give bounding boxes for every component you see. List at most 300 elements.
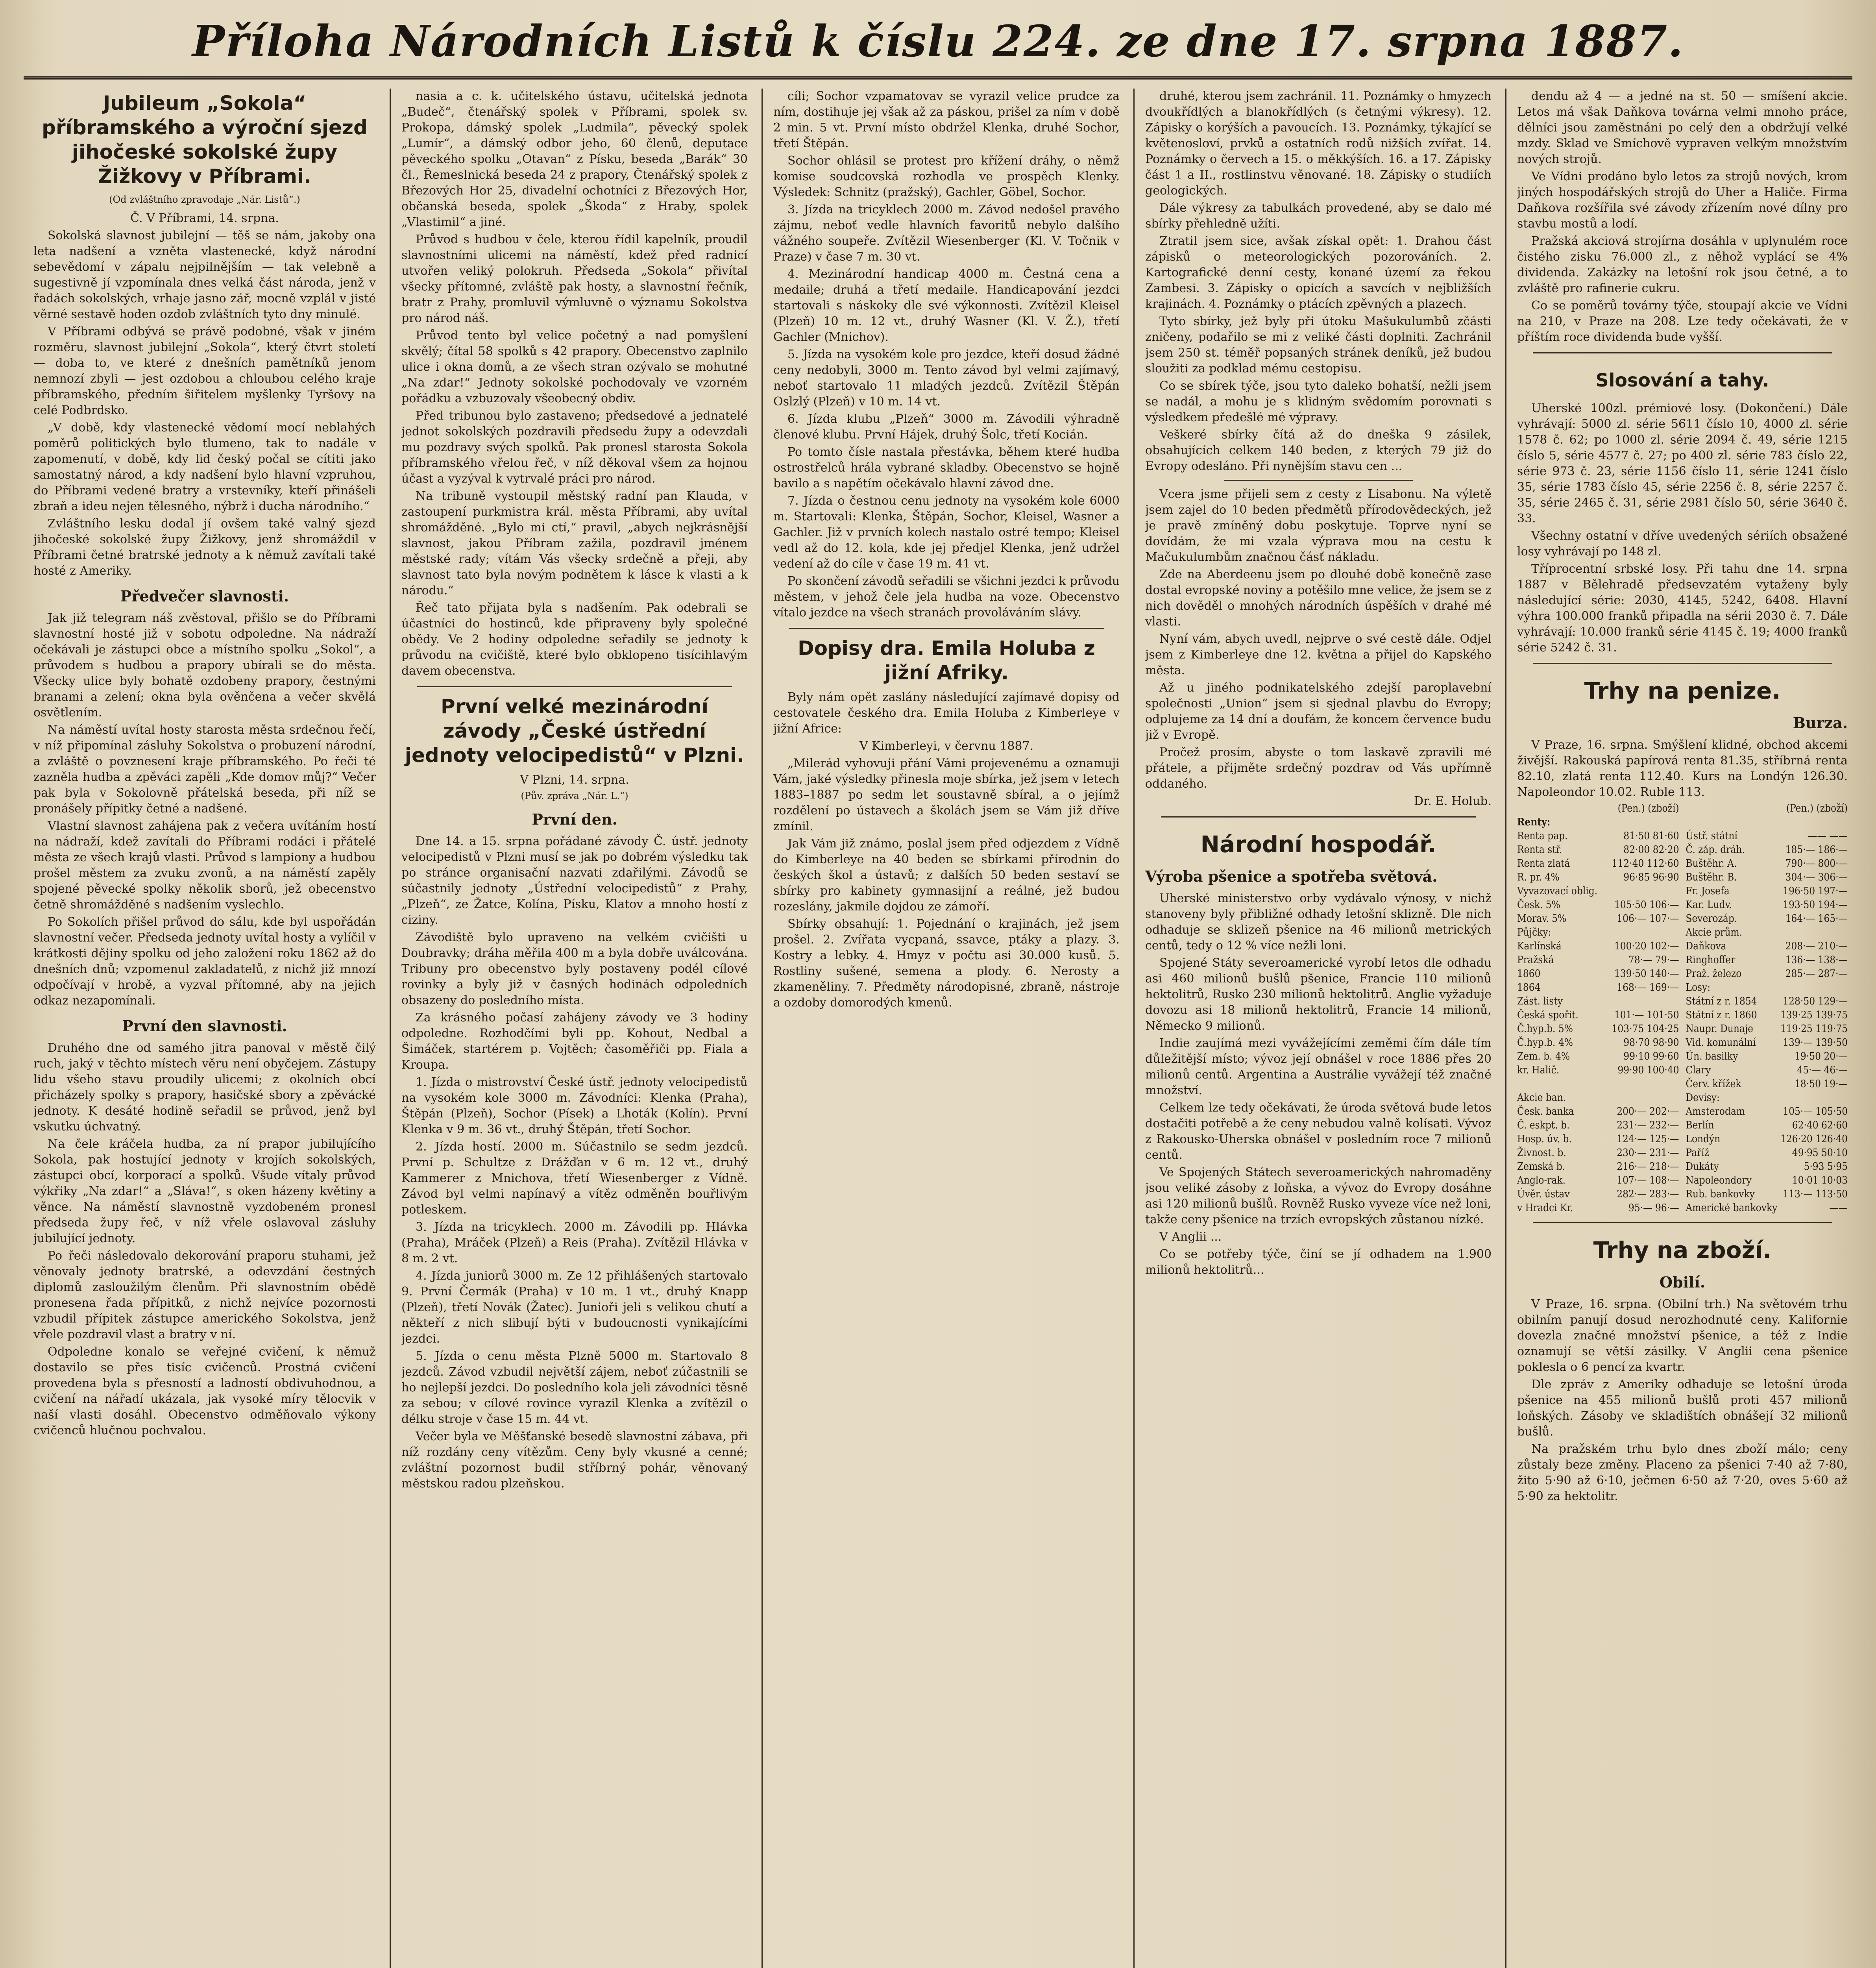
table-row bbox=[1517, 1050, 1848, 1064]
table-row bbox=[1517, 843, 1848, 857]
security-name: Losy: bbox=[1686, 982, 1711, 993]
security-quote: 99·90 100·40 bbox=[1617, 1064, 1679, 1076]
paragraph: V Praze, 16. srpna. (Obilní trh.) Na světovém trhu obilním panují dosud nerozhodnuté ceny. Kalifornie dovezla značné množství pšenice, a též z Indie oznamují se větší zásilky. V Anglii cena pšenice poklesla o 6 pencí za kvartr. bbox=[1517, 1297, 1848, 1374]
divider bbox=[1161, 816, 1476, 818]
security-name: Česk. 5% bbox=[1517, 899, 1560, 911]
paragraph: 3. Jízda na tricyklech 2000 m. Závod nedošel pravého zájmu, neboť vedle hlavních favoritů nebylo dalšího vážného soupeře. Zvítězil Wiesenberger (Kl. V. Točnik v Praze) v čase 7 m. 30 vt. bbox=[773, 203, 1120, 264]
security-quote: 185·— 186·— bbox=[1785, 844, 1848, 856]
security-quote: 126·20 126·40 bbox=[1780, 1133, 1848, 1145]
security-quote: 304·— 306·— bbox=[1785, 871, 1848, 883]
security-quote: 95·— 96·— bbox=[1628, 1202, 1679, 1214]
security-quote: 113·— 113·50 bbox=[1783, 1188, 1848, 1200]
column-5 bbox=[1517, 89, 1848, 1968]
security-quote: 139·50 140·— bbox=[1614, 968, 1679, 980]
table-row bbox=[1517, 884, 1848, 898]
security-name: v Hradci Kr. bbox=[1517, 1202, 1573, 1214]
security-quote: 285·— 287·— bbox=[1785, 968, 1848, 980]
table-cell-right bbox=[1686, 843, 1848, 857]
security-name: Berlín bbox=[1686, 1119, 1714, 1131]
security-quote: 139·— 139·50 bbox=[1783, 1037, 1848, 1049]
table-cell-right bbox=[1686, 884, 1848, 898]
paragraph: cíli; Sochor vzpamatovav se vyrazil velice prudce za ním, dostihuje jej však až za páskou, prišel za ním v době 2 min. 5 vt. První místo obdržel Klenka, druhé Sochor, třetí Štěpán. bbox=[773, 89, 1120, 150]
security-name: Napoleondory bbox=[1686, 1175, 1752, 1186]
table-row bbox=[1517, 829, 1848, 843]
table-cell-left bbox=[1517, 1022, 1679, 1036]
section-title-commodity-markets: Trhy na zboží. bbox=[1593, 1237, 1772, 1263]
exchange-rows bbox=[1517, 829, 1848, 1215]
paragraph: Na tribuně vystoupil městský radní pan Klauda, v zastoupení purkmistra král. města Příbrami, aby uvítal shromážděné. „Bylo mi ctí,“ pravil, „abych nejkrásnější slavnost, jakou Příbram zažila, pozdravil jménem městské rady; vítám Vás všecky srdečně a přeji, aby slavnost tato byla novým podnětem k lásce k vlasti a k národu.“ bbox=[401, 489, 748, 597]
security-name: Paříž bbox=[1686, 1147, 1709, 1159]
paragraph: Dále výkresy za tabulkách provedené, aby se dalo mé sbírky přehledně užíti. bbox=[1145, 201, 1492, 231]
paragraph: Po řeči následovalo dekorování praporu stuhami, jež věnovaly jednoty bratrské, a odevzdání čestných diplomů zasloužilým členům. Při slavnostním obědě pronesena řada přípitků, z nichž nejvíce pozornosti vzbudil přípitek zástupce amerického Sokolstva, jenž vřele pozdravil vlast a bratry v ní. bbox=[33, 1249, 376, 1341]
security-name: Praž. železo bbox=[1686, 968, 1742, 980]
article-byline: (Pův. zpráva „Nár. L.“) bbox=[521, 790, 628, 801]
security-name: Vid. komunální bbox=[1686, 1037, 1756, 1049]
security-quote: 124·— 125·— bbox=[1617, 1133, 1679, 1145]
security-name: Půjčky: bbox=[1517, 927, 1551, 938]
paragraph: Závodiště bylo upraveno na velkém cvičišti u Doubravky; dráha měřila 400 m a byla dobře uválcována. Tribuny pro obecenstvo byly postaveny podél cílové rovinky a byly již v časných hodinách odpoledních obsazeny do posledního místa. bbox=[401, 930, 748, 1007]
table-cell-left bbox=[1517, 857, 1679, 871]
table-cell-left bbox=[1517, 1146, 1679, 1160]
column-3 bbox=[773, 89, 1120, 1968]
table-cell-left bbox=[1517, 995, 1679, 1008]
paragraph: „Milerád vyhovuji přání Vámi projevenému a oznamuji Vám, jaké výsledky přinesla moje sbírka, jež jsem v letech 1883–1887 po sedm let soustavně sbíral, a o jejímž rozdělení po ústavech a školách jsem se Vám již dříve zmínil. bbox=[773, 756, 1120, 833]
security-quote: 105·50 106·— bbox=[1614, 899, 1679, 911]
paragraph: Dle zpráv z Ameriky odhaduje se letošní úroda pšenice na 455 milionů bušlů proti 457 milionů loňských. Zásoby ve skladištích obnášejí 32 milionů bušlů. bbox=[1517, 1378, 1848, 1439]
security-quote: 128·50 129·— bbox=[1783, 995, 1848, 1007]
security-quote: 136·— 138·— bbox=[1785, 954, 1848, 966]
paragraph: Celkem lze tedy očekávati, že úroda světová bude letos dostačiti potřebě a že ceny nebudou valně kolísati. Vývoz z Rakousko-Uherska obnášel v posledním roce 7 milionů centů. bbox=[1145, 1101, 1492, 1162]
security-name: Buštěhr. A. bbox=[1686, 858, 1737, 869]
security-quote: 78·— 79·— bbox=[1628, 954, 1679, 966]
paragraph: Jak Vám již známo, poslal jsem před odjezdem z Vídně do Kimberleye na 40 beden se sbírkami přírodnin do českých škol a ústavů; z dalších 50 beden sestaví se sbírky pro kabinety gymnasijní a reálné, jež budou rozeslány, jakmile dojdou ze zámoří. bbox=[773, 837, 1120, 914]
security-quote: 790·— 800·— bbox=[1785, 858, 1848, 869]
paragraph: Za krásného počasí zahájeny závody ve 3 hodiny odpoledne. Rozhodčími byli pp. Kohout, Nedbal a Šimáček, startérem p. Vojtěch; časoměřiči pp. Fiala a Kroupa. bbox=[401, 1011, 748, 1072]
table-cell-right bbox=[1686, 912, 1848, 926]
table-group-title bbox=[1517, 816, 1848, 829]
security-name: Renta zlatá bbox=[1517, 858, 1570, 869]
table-cell-left bbox=[1517, 1064, 1679, 1077]
paragraph: Všechny ostatní v dříve uvedených sériích obsažené losy vyhrávají po 148 zl. bbox=[1517, 529, 1848, 559]
security-quote: 81·50 81·60 bbox=[1623, 830, 1679, 842]
table-row bbox=[1517, 981, 1848, 995]
paragraph: Veškeré sbírky čítá až do dneška 9 zásilek, obsahujících celkem 140 beden, z kterých 79 již do Evropy odesláno. Při nynějším stavu cen ... bbox=[1145, 428, 1492, 473]
paragraph: nasia a c. k. učitelského ústavu, učitelská jednota „Budeč“, čtenářský spolek v Příbrami, spolek sv. Prokopa, dámský spolek „Ludmila“, pěvecký spolek „Lumír“, a dámský odbor jeho, 60 členů, deputace pěveckého spolku „Otavan“ z Písku, beseda „Barák“ 30 čl., Řemeslnická beseda 24 z prapory, Čtenářský spolek z Březových Hor 25, divadelní ochotníci z Březových Hor, občanská beseda, spolek „Škoda“ z Hraby, spolek „Vlastimil“ a jiné. bbox=[401, 89, 748, 229]
security-name: Pražská bbox=[1517, 954, 1554, 966]
table-cell-left bbox=[1517, 871, 1679, 884]
security-quote: —— —— bbox=[1808, 830, 1848, 842]
column-divider bbox=[1133, 89, 1135, 1968]
table-row bbox=[1517, 1022, 1848, 1036]
divider bbox=[1224, 480, 1413, 481]
security-name: Renta stř. bbox=[1517, 844, 1562, 856]
security-quote: 103·75 104·25 bbox=[1612, 1023, 1679, 1035]
paragraph: „V době, kdy vlastenecké vědomí mocí neblahých poměrů politických bylo tlumeno, tak to nadále v zapomenutí, v době, kdy lid český počal se cítiti jako samostatný národ, a kdy nadšení bylo hlavní vzpruhou, do Příbrami vedené bratry a vrstevníky, kteří přinášeli zbraň a ideu nejen tělesného, nýbrž i ducha národního.“ bbox=[33, 421, 376, 513]
section-title-money-markets: Trhy na penize. bbox=[1584, 677, 1781, 704]
security-quote: 101·— 101·50 bbox=[1614, 1009, 1679, 1021]
table-cell-left bbox=[1517, 953, 1679, 967]
paragraph: Na náměstí uvítal hosty starosta města srdečnou řečí, v níž připomínal zásluhy Sokolstva o probuzení národní, a zvláště o povznesení kraje příbramského. Po řeči té zazněla hudba a zpěváci zapěli „Kde domov můj?“ Večer pak byla v Sokolovně přátelská beseda, při níž se pronášely přípitky četné a nadšené. bbox=[33, 723, 376, 816]
paragraph: Pročež prosím, abyste o tom laskavě zpravili mé přátele, a přijměte srdečný pozdrav od Vás upřímně oddaného. bbox=[1145, 745, 1492, 791]
subheading: Výroba pšenice a spotřeba světová. bbox=[1145, 867, 1438, 885]
table-cell-left bbox=[1517, 967, 1679, 981]
security-name: Zem. b. 4% bbox=[1517, 1051, 1570, 1062]
table-cell-right bbox=[1686, 1091, 1848, 1105]
security-quote: 18·50 19·— bbox=[1795, 1078, 1848, 1090]
security-name: Červ. křížek bbox=[1686, 1078, 1741, 1090]
table-cell-right bbox=[1686, 967, 1848, 981]
table-cell-left bbox=[1517, 940, 1679, 953]
security-name: Anglo-rak. bbox=[1517, 1175, 1566, 1186]
paragraph: V Anglii ... bbox=[1159, 1230, 1222, 1244]
paragraph: 3. Jízda na tricyklech. 2000 m. Závodili pp. Hlávka (Praha), Mráček (Plzeň) a Reis (Praha). Zvítězil Hlávka v 8 m. 2 vt. bbox=[401, 1220, 748, 1265]
section-title-economy: Národní hospodář. bbox=[1200, 831, 1436, 858]
paragraph: Po Sokolích přišel průvod do sálu, kde byl uspořádán slavnostní večer. Předseda jednoty uvítal hosty a vylíčil v krátkosti dějiny spolku od jeho založení roku 1862 až do dnešních dnů; vzpomenul zakladatelů, z nichž již mnozí odpočívají v hrobě, a vyzval přítomné, aby na jejich odkaz nezapomínali. bbox=[33, 915, 376, 1008]
table-row bbox=[1517, 1146, 1848, 1160]
table-cell-right bbox=[1686, 1201, 1848, 1215]
paragraph: 7. Jízda o čestnou cenu jednoty na vysokém kole 6000 m. Startovali: Klenka, Štěpán, Sochor, Kleisel, Wasner a Gachler. Již v prvních kolech nastalo ostré tempo; Kleisel vedl až do 12. kola, kde jej předjel Klenka, jenž udržel vedení až do cíle v čase 19 m. 41 vt. bbox=[773, 494, 1120, 571]
divider bbox=[1533, 663, 1832, 664]
table-row bbox=[1517, 1201, 1848, 1215]
paragraph: Sochor ohlásil se protest pro křížení dráhy, o němž komise soudcovská rozhodla ve prospěch Klenky. Výsledek: Schnitz (pražský), Gachler, Göbel, Sochor. bbox=[773, 154, 1120, 199]
table-cell-right bbox=[1686, 1160, 1848, 1174]
table-cell-left bbox=[1517, 1119, 1679, 1132]
security-name: Karlínská bbox=[1517, 940, 1562, 952]
paragraph: Až u jiného podnikatelského zdejší paroplavební společnosti „Union“ jsem si sjednal plavbu do Evropy; odplujeme za 14 dní a doufám, že koncem července budu již v Evropě. bbox=[1145, 681, 1492, 742]
paragraph: druhé, kterou jsem zachránil. 11. Poznámky o hmyzech dvoukřídlých a blanokřídlých (s četnými výkresy). 12. Zápisky o korýších a pavoucích. 13. Poznámky, týkající se květenosloví, prvků a ostatních rodů nižších zvířat. 14. Poznámky o červech a 15. o měkkýších. 16. a 17. Zápisky část 1 a II., rostlinstvu věnované. 18. Zápisky o studiích geologických. bbox=[1145, 89, 1492, 198]
table-cell-right bbox=[1686, 1187, 1848, 1201]
security-quote: 5·93 5·95 bbox=[1804, 1161, 1848, 1173]
table-row bbox=[1517, 898, 1848, 912]
table-row bbox=[1517, 953, 1848, 967]
table-cell-right bbox=[1686, 898, 1848, 912]
table-cell-left bbox=[1517, 1036, 1679, 1050]
table-cell-left bbox=[1517, 898, 1679, 912]
article-headline-velocipede: První velké mezinárodní závody „České ústřední jednoty velocipedistů“ v Plzni. bbox=[405, 695, 745, 767]
table-row bbox=[1517, 1187, 1848, 1201]
security-name: Živnost. b. bbox=[1517, 1147, 1566, 1159]
table-cell-right bbox=[1686, 1077, 1848, 1091]
masthead-title: Příloha Národních Listů k číslu 224. ze dne 17. srpna 1887. bbox=[192, 16, 1684, 67]
paragraph: Na pražském trhu bylo dnes zboží málo; ceny zůstaly beze změny. Placeno za pšenici 7·40 až 7·80, žito 5·90 až 6·10, ječmen 6·50 až 7·20, oves 5·60 až 5·90 za hektolitr. bbox=[1517, 1442, 1848, 1503]
paragraph: Co se poměrů továrny týče, stoupají akcie ve Vídni na 210, v Praze na 208. Lze tedy očekávati, že v příštím roce dividenda bude vyšší. bbox=[1517, 299, 1848, 344]
security-quote: 100·20 102·— bbox=[1614, 940, 1679, 952]
security-name: Státní z r. 1854 bbox=[1686, 995, 1757, 1007]
signature: Dr. E. Holub. bbox=[1414, 794, 1492, 808]
security-quote: 112·40 112·60 bbox=[1612, 858, 1679, 869]
security-quote: 164·— 165·— bbox=[1785, 913, 1848, 925]
dateline: Č. V Příbrami, 14. srpna. bbox=[130, 211, 279, 225]
table-row bbox=[1517, 871, 1848, 884]
security-name: Ringhoffer bbox=[1686, 954, 1736, 966]
table-cell-left bbox=[1517, 1105, 1679, 1119]
column-1 bbox=[33, 89, 376, 1968]
table-row bbox=[1517, 1174, 1848, 1187]
table-cell-left bbox=[1517, 1091, 1679, 1105]
security-quote: 105·— 105·50 bbox=[1783, 1106, 1848, 1117]
paragraph: Před tribunou bylo zastaveno; předsedové a jednatelé jednot sokolských pozdravili předsedu župy a odevzdali mu pozdravy svých spolků. Pak pronesl starosta Sokola příbramského vřelou řeč, v níž děkoval všem za hojnou účast a vyzýval k vytrvalé práci pro národ. bbox=[401, 409, 748, 486]
subheading: První den slavnosti. bbox=[122, 1017, 287, 1035]
paragraph: Ve Spojených Státech severoamerických nahromaděny jsou veliké zásoby z loňska, a vývoz do Evropy dosáhne asi 120 milionů bušlů. Rovněž Rusko vyveze více než loni, takže ceny pšenice na trzích evropských zůstanou nízké. bbox=[1145, 1165, 1492, 1226]
security-name: Státní z r. 1860 bbox=[1686, 1009, 1757, 1021]
table-cell-left bbox=[1517, 884, 1679, 898]
table-row bbox=[1517, 926, 1848, 940]
security-name: Severozáp. bbox=[1686, 913, 1737, 925]
security-name: Zemská b. bbox=[1517, 1161, 1565, 1173]
paragraph: Tyto sbírky, jež byly při útoku Mašukulumbů zčásti zničeny, podařilo se mi z veliké části doplniti. Zachránil jsem 250 st. téměř popsaných stránek deníků, jež budou sloužiti za podklad mému cestopisu. bbox=[1145, 314, 1492, 375]
security-name: Č. eskpt. b. bbox=[1517, 1119, 1570, 1131]
security-quote: 193·50 194·— bbox=[1783, 899, 1848, 911]
column-4 bbox=[1145, 89, 1492, 1968]
security-quote: 168·— 169·— bbox=[1617, 982, 1679, 993]
paragraph: 4. Jízda juniorů 3000 m. Ze 12 přihlášených startovalo 9. První Čermák (Praha) v 10 m. 1 vt., druhý Knapp (Plzeň), třetí Novák (Žatec). Junioři jeli s velikou chutí a někteří z nich slibují býti v budoucnosti vynikajícími jezdci. bbox=[401, 1269, 748, 1346]
security-name: Devisy: bbox=[1686, 1092, 1720, 1104]
table-row bbox=[1517, 1036, 1848, 1050]
paragraph: 5. Jízda na vysokém kole pro jezdce, kteří dosud žádné ceny nedobyli, 3000 m. Tento závod byl velmi zajímavý, neboť startovalo 11 mladých jezdců. Zvítězil Štěpán Oslzlý (Plzeň) v 10 m. 14 vt. bbox=[773, 348, 1120, 409]
paragraph: Byly nám opět zaslány následující zajímavé dopisy od cestovatele českého dra. Emila Holuba z Kimberleye v jižní Africe: bbox=[773, 690, 1120, 736]
security-quote: 106·— 107·— bbox=[1617, 913, 1679, 925]
security-name: Akcie ban. bbox=[1517, 1092, 1566, 1104]
security-name: Česká spořit. bbox=[1517, 1009, 1578, 1021]
paragraph: Pražská akciová strojírna dosáhla v uplynulém roce čistého zisku 76.000 zl., z něhož vyplácí se 4% dividenda. Zakázky na letošní rok jsou četné, a to zvláště pro rafinerie cukru. bbox=[1517, 234, 1848, 295]
security-quote: 139·25 139·75 bbox=[1780, 1009, 1848, 1021]
table-cell-left bbox=[1517, 1201, 1679, 1215]
column-divider bbox=[761, 89, 763, 1968]
table-cell-left bbox=[1517, 1187, 1679, 1201]
subheading: Burza. bbox=[1793, 714, 1848, 732]
paragraph: Vcera jsme přijeli sem z cesty z Lisabonu. Na výletě jsem zajel do 10 beden předmětů přírodovědeckých, jež je pravě zmíněný dobu poskytuje. Toprve nyní se dovídám, že mi vzala výprava mou na cestu k Mačukulumbům značnou čásť nákladu. bbox=[1145, 487, 1492, 564]
paragraph: 2. Jízda hostí. 2000 m. Súčastnilo se sedm jezdců. První p. Schultze z Drážďan v 6 m. 12 vt., druhý Kammerer z Mnichova, třetí Wiesenberger z Vídně. Závod byl velmi napínavý a vítěz odměněn bouřlivým potleskem. bbox=[401, 1140, 748, 1217]
table-cell-right bbox=[1686, 857, 1848, 871]
paragraph: Dne 14. a 15. srpna pořádané závody Č. ústř. jednoty velocipedistů v Plzni musí se jak po dobrém výsledku tak po stránce organisační nazvati zdařilými. Závodů se súčastnily jednoty „Ústřední velocipedistů“ z Prahy, „Plzeň“, ze Žatce, Kolína, Písku, Klatov a mnoho hostí z ciziny. bbox=[401, 834, 748, 927]
security-name: Č.hyp.b. 5% bbox=[1517, 1023, 1573, 1035]
paragraph: Po tomto čísle nastala přestávka, během které hudba ostrostřelců hrála vybrané skladby. Obecenstvo se hojně bavilo a s napětím očekávalo hlavní závod dne. bbox=[773, 445, 1120, 490]
table-cell-right bbox=[1686, 940, 1848, 953]
paragraph: dendu až 4 — a jedné na st. 50 — smíšení akcie. Letos má však Daňkova továrna velmi mnoho práce, dělníci jsou zaměstnáni po celý den a obdržují velké mzdy. Sklad ve Smíchově vypraven velkým množstvím nových strojů. bbox=[1517, 89, 1848, 166]
security-name: Ústř. státní bbox=[1686, 830, 1737, 842]
table-cell-left bbox=[1517, 912, 1679, 926]
table-cell-right bbox=[1686, 981, 1848, 995]
security-name: Clary bbox=[1686, 1064, 1711, 1076]
table-cell-right bbox=[1686, 1050, 1848, 1064]
divider bbox=[1533, 352, 1832, 353]
security-quote: 45·— 46·— bbox=[1797, 1064, 1848, 1076]
security-quote: 208·— 210·— bbox=[1785, 940, 1848, 952]
security-quote: 107·— 108·— bbox=[1617, 1175, 1679, 1186]
paragraph: 1. Jízda o mistrovství České ústř. jednoty velocipedistů na vysokém kole 3000 m. Závodníci: Klenka (Praha), Štěpán (Plzeň), Sochor (Písek) a Lhoták (Kolín). První Klenka v 9 m. 36 vt., druhý Štěpán, třetí Sochor. bbox=[401, 1075, 748, 1136]
paragraph: Tříprocentní srbské losy. Při tahu dne 14. srpna 1887 v Bělehradě předsevzatém vytaženy byly následující série: 2030, 4145, 5242, 6408. Hlavní výhra 100.000 franků připadla na sérii 2030 č. 7. Dále vyhrávají: 10.000 franků série 4145 č. 19; 4000 franků série 5242 č. 31. bbox=[1517, 562, 1848, 655]
paragraph: 6. Jízda klubu „Plzeň“ 3000 m. Závodili výhradně členové klubu. První Hájek, druhý Šolc, třetí Kocián. bbox=[773, 412, 1120, 442]
table-cell-right bbox=[1686, 1132, 1848, 1146]
section-title-lottery: Slosování a tahy. bbox=[1595, 370, 1769, 391]
paragraph: Na čele kráčela hudba, za ní prapor jubilujícího Sokola, pak hostující jednoty v krojích sokolských, zástupci obcí, korporací a spolků. Všude vítaly průvod výkřiky „Na zdar!“ a „Sláva!“, s oken házeny květiny a věnce. Na náměstí slavnostně vyzdobeném pronesl předseda župy řeč, v níž vřele oslavoval zásluhy jubilující jednoty. bbox=[33, 1137, 376, 1245]
security-quote: 216·— 218·— bbox=[1617, 1161, 1679, 1173]
security-name: Česk. banka bbox=[1517, 1106, 1574, 1117]
security-name: Renta pap. bbox=[1517, 830, 1568, 842]
paragraph: Indie zaujímá mezi vyvážejícími zeměmi čím dále tím důležitější místo; vývoz její obnášel v roce 1886 přes 20 milionů centů. Argentina a Austrálie vyvážejí též značné množství. bbox=[1145, 1036, 1492, 1097]
security-quote: 119·25 119·75 bbox=[1780, 1023, 1848, 1035]
paragraph: Vlastní slavnost zahájena pak z večera uvítáním hostí na nádraží, kdež zavítali do Příbrami rodáci i přátelé města ze všech krajů vlasti. Průvod s lampiony a hudbou prošel městem za zvuku zvonů, a na náměstí zapěly spojené pěvecké spolky několik sborů, jež obecenstvo četně shromážděné s nadšením vyslechlo. bbox=[33, 819, 376, 912]
paragraph: Druhého dne od samého jitra panoval v městě čilý ruch, jaký v těchto místech věru není obyčejem. Zástupy lidu všeho stavu proudily ulicemi; z okolních obcí přicházely spolky s prapory, hasičské sbory a zpěvácké jednoty. K desáté hodině seřadil se průvod, jenž byl vskutku úchvatný. bbox=[33, 1041, 376, 1134]
security-name: 1864 bbox=[1517, 982, 1541, 993]
table-cell-right bbox=[1686, 829, 1848, 843]
security-quote: 10·01 10·03 bbox=[1792, 1175, 1848, 1186]
security-quote: 196·50 197·— bbox=[1783, 885, 1848, 897]
paragraph: Uherské ministerstvo orby vydávalo výnosy, v nichž stanoveny byly přibližné odhady letošní sklizně. Dle nich odhaduje se sklizeň pšenice na 46 milionů metrických centů, tedy o 12 % více nežli loni. bbox=[1145, 892, 1492, 953]
paragraph: Sbírky obsahují: 1. Pojednání o krajinách, jež jsem prošel. 2. Zvířata vycpaná, ssavce, ptáky a plazy. 3. Kostry a lebky. 4. Hmyz v počtu asi 30.000 kusů. 5. Rostliny sušené, semena a plody. 6. Nerosty a zkameněliny. 7. Předměty národopisné, zbraně, nástroje a ozdoby domorodých kmenů. bbox=[773, 917, 1120, 1010]
paragraph: Po skončení závodů seřadili se všichni jezdci k průvodu městem, v jehož čele jela hudba na voze. Obecenstvo vítalo jezdce na všech stranách provoláváním slávy. bbox=[773, 574, 1120, 620]
table-row bbox=[1517, 1064, 1848, 1077]
security-name: Úvěr. ústav bbox=[1517, 1188, 1570, 1200]
security-name: Č. záp. dráh. bbox=[1686, 844, 1745, 856]
table-row bbox=[1517, 1105, 1848, 1119]
paragraph: V Praze, 16. srpna. Smýšlení klidné, obchod akcemi živější. Rakouská papírová renta 81.35, stříbrná renta 82.10, zlatá renta 112.40. Kurs na Londýn 126.30. Napoleondor 10.02. Ruble 113. bbox=[1517, 738, 1848, 799]
table-cell-left bbox=[1517, 1050, 1679, 1064]
security-name: Buštěhr. B. bbox=[1686, 871, 1737, 883]
table-row bbox=[1517, 1091, 1848, 1105]
security-quote: 62·40 62·60 bbox=[1792, 1119, 1848, 1131]
column-divider bbox=[390, 89, 391, 1968]
security-name: Amsterodam bbox=[1686, 1106, 1745, 1117]
security-name: Akcie prům. bbox=[1686, 927, 1743, 938]
security-name: Fr. Josefa bbox=[1686, 885, 1730, 897]
paragraph: Ztratil jsem sice, avšak získal opět: 1. Drahou část zápisků o meteorologických pozorováních. 2. Kartografické denní cesty, konané území za řekou Zambesi. 3. Zápisky o opicích a savcích v nejbližších krajinách. 4. Poznámky o ptácích zpěvných a plazech. bbox=[1145, 234, 1492, 311]
masthead bbox=[24, 12, 1852, 83]
table-cell-left bbox=[1517, 926, 1679, 940]
paragraph: Večer byla ve Měšťanské besedě slavnostní zábava, při níž rozdány ceny vítězům. Ceny byly vkusné a cenné; zvláštní pozornost budil stříbrný pohár, věnovaný městskou radou plzeňskou. bbox=[401, 1430, 748, 1491]
article-headline-sokol: Jubileum „Sokola“ příbramského a výroční sjezd jihočeské sokolské župy Žižkovy v Příbrami. bbox=[42, 92, 368, 188]
table-cell-right bbox=[1686, 1119, 1848, 1132]
divider bbox=[1533, 1222, 1832, 1223]
paragraph: 4. Mezinárodní handicap 4000 m. Čestná cena a medaile; druhá a třetí medaile. Handicapování jezdci startovali s náskoky dle své výkonnosti. Zvítězil Kleisel (Plzeň) 10 m. 12 vt., druhý Wasner (Kl. V. Ž.), třetí Gachler (Mnichov). bbox=[773, 267, 1120, 344]
security-quote: 19·50 20·— bbox=[1795, 1051, 1848, 1062]
paragraph: Jak již telegram náš zvěstoval, přišlo se do Příbrami slavnostní hosté již v sobotu odpoledne. Na nádraží očekávali je zástupci obce a místního spolku „Sokol“, a průvodem s hudbou a prapory ubírali se do města. Všecky ulice byly bohatě ozdobeny prapory, čestnými branami a zelení; okna byla ověnčena a večer skvělá osvětlením. bbox=[33, 611, 376, 720]
table-row bbox=[1517, 1077, 1848, 1091]
security-name: Londýn bbox=[1686, 1133, 1721, 1145]
security-name: R. pr. 4% bbox=[1517, 871, 1560, 883]
security-quote: 99·10 99·60 bbox=[1623, 1051, 1679, 1062]
table-cell-right bbox=[1686, 1022, 1848, 1036]
table-row bbox=[1517, 995, 1848, 1008]
table-cell-right bbox=[1686, 1064, 1848, 1077]
security-name: Ún. basilky bbox=[1686, 1051, 1738, 1062]
paragraph: Odpoledne konalo se veřejné cvičení, k němuž dostavilo se přes tisíc cvičenců. Prostná cvičení provedena byla s přesností a ladností obdivuhodnou, a cvičení na nářadí ukázala, jak vysoké míry tělocvik v naší vlasti dosáhl. Obecenstvo odměňovalo výkony cvičenců hlučnou pochvalou. bbox=[33, 1345, 376, 1437]
paragraph: Řeč tato přijata byla s nadšením. Pak odebrali se účastníci do hostinců, kde připraveny byly společné obědy. Ve 2 hodiny odpoledne seřadily se jednoty k průvodu na cvičiště, které bylo obklopeno tisícihlavým davem obecenstva. bbox=[401, 601, 748, 678]
security-quote: 49·95 50·10 bbox=[1792, 1147, 1848, 1159]
exchange-table bbox=[1517, 802, 1848, 1215]
subheading: Obilí. bbox=[1659, 1273, 1706, 1291]
table-row bbox=[1517, 1119, 1848, 1132]
table-cell-left bbox=[1517, 843, 1679, 857]
table-cell-right bbox=[1686, 871, 1848, 884]
table-header-right: (Pen.) (zboží) bbox=[1786, 803, 1848, 814]
table-row bbox=[1517, 1132, 1848, 1146]
table-cell-right bbox=[1686, 1036, 1848, 1050]
article-headline-holub: Dopisy dra. Emila Holuba z jižní Afriky. bbox=[798, 637, 1095, 684]
security-quote: 282·— 283·— bbox=[1617, 1188, 1679, 1200]
security-name: kr. Halič. bbox=[1517, 1064, 1560, 1076]
table-cell-left bbox=[1517, 1174, 1679, 1187]
table-cell-left bbox=[1517, 1132, 1679, 1146]
security-name: Dukáty bbox=[1686, 1161, 1719, 1173]
security-quote: 82·00 82·20 bbox=[1623, 844, 1679, 856]
table-row bbox=[1517, 857, 1848, 871]
security-quote: —— bbox=[1829, 1202, 1848, 1214]
table-cell-right bbox=[1686, 1008, 1848, 1022]
subheading: První den. bbox=[532, 810, 617, 828]
paragraph: 5. Jízda o cenu města Plzně 5000 m. Startovalo 8 jezdců. Závod vzbudil největší zájem, neboť zúčastnili se ho nejlepší jezdci. Do posledního kola jeli závodníci těsně za sebou; v cílové rovince vyrazil Klenka a zvítězil o délku stroje v čase 15 m. 44 vt. bbox=[401, 1349, 748, 1426]
column-2 bbox=[401, 89, 748, 1968]
paragraph: Co se potřeby týče, činí se jí odhadem na 1.900 milionů hektolitrů... bbox=[1145, 1247, 1492, 1277]
table-cell-right bbox=[1686, 1174, 1848, 1187]
table-cell-left bbox=[1517, 981, 1679, 995]
security-name: Zást. listy bbox=[1517, 995, 1563, 1007]
security-name: Naupr. Dunaje bbox=[1686, 1023, 1753, 1035]
paragraph: Co se sbírek týče, jsou tyto daleko bohatší, nežli jsem se nadál, a mohu je s klidným svědomím porovnati s výsledkem předešlé mé výpravy. bbox=[1145, 379, 1492, 424]
divider bbox=[417, 686, 732, 687]
security-name: Daňkova bbox=[1686, 940, 1726, 952]
table-header bbox=[1517, 802, 1848, 816]
security-quote: 200·— 202·— bbox=[1617, 1106, 1679, 1117]
table-cell-left bbox=[1517, 829, 1679, 843]
table-cell-left bbox=[1517, 1077, 1679, 1091]
table-cell-left bbox=[1517, 1160, 1679, 1174]
column-divider bbox=[1505, 89, 1506, 1968]
table-row bbox=[1517, 940, 1848, 953]
paragraph: Spojené Státy severoamerické vyrobí letos dle odhadu asi 460 milionů bušlů pšenice, Francie 110 milionů hektolitrů, Rusko 230 milionů hektolitrů. Anglie vyžaduje dovozu asi 18 milionů hektolitrů, Francie 14 milionů, Německo 9 milionů. bbox=[1145, 956, 1492, 1033]
subheading: Předvečer slavnosti. bbox=[120, 587, 289, 605]
paragraph: Sokolská slavnost jubilejní — těš se nám, jakoby ona leta nadšení a vzněta vlastenecké, když národní sebevědomí v zápalu nejpilnějším — tak velebně a sugestivně jí vzpomínala dnes velká část národa, jenž v řadách sokolských, vrhaje jasno zář, mocně vzplál v jisté věrné sestavě hoden ozdob zvláštních tyto dny minulé. bbox=[33, 229, 376, 321]
dateline: V Plzni, 14. srpna. bbox=[520, 773, 629, 787]
table-row bbox=[1517, 912, 1848, 926]
table-row bbox=[1517, 1008, 1848, 1022]
security-quote: 230·— 231·— bbox=[1617, 1147, 1679, 1159]
divider bbox=[789, 628, 1104, 629]
security-name: Rub. bankovky bbox=[1686, 1188, 1755, 1200]
security-name: Č.hyp.b. 4% bbox=[1517, 1037, 1573, 1049]
security-quote: 98·70 98·90 bbox=[1623, 1037, 1679, 1049]
security-name: Kar. Ludv. bbox=[1686, 899, 1732, 911]
dateline: V Kimberleyi, v červnu 1887. bbox=[859, 739, 1034, 753]
paragraph: Zde na Aberdeenu jsem po dlouhé době konečně zase dostal evropské noviny a potěšilo mne velice, že jsem se z nich dověděl o mnohých národních úspěších v drahé mé vlasti. bbox=[1145, 568, 1492, 629]
table-cell-right bbox=[1686, 926, 1848, 940]
paragraph: V Příbrami odbývá se právě podobné, však v jiném rozměru, slavnost jubilejní „Sokola“, který čtvrt století — doba to, ve které z dnešních pamětníků jenom nemnozí zbyli — jest ozdobou a chloubou celého kraje příbramského, předním šiřitelem myšlenky Tyršovy na celé Podbrdsko. bbox=[33, 325, 376, 417]
table-cell-right bbox=[1686, 995, 1848, 1008]
paragraph: Zvláštního lesku dodal jí ovšem také valný sjezd jihočeské sokolské župy Žižkovy, jenž shromáždil v Příbrami četné bratrské jednoty a k němuž zavítali také hosté z Ameriky. bbox=[33, 517, 376, 578]
security-name: Hosp. úv. b. bbox=[1517, 1133, 1572, 1145]
table-row bbox=[1517, 967, 1848, 981]
table-cell-right bbox=[1686, 953, 1848, 967]
rents-title: Renty: bbox=[1517, 816, 1551, 828]
table-cell-left bbox=[1517, 1008, 1679, 1022]
security-name: 1860 bbox=[1517, 968, 1541, 980]
security-quote: 231·— 232·— bbox=[1617, 1119, 1679, 1131]
table-cell-right bbox=[1686, 1105, 1848, 1119]
security-quote: 96·85 96·90 bbox=[1623, 871, 1679, 883]
table-row bbox=[1517, 1160, 1848, 1174]
article-byline: (Od zvláštního zpravodaje „Nár. Listů“.) bbox=[109, 194, 300, 205]
paragraph: Ve Vídni prodáno bylo letos za strojů nových, krom jiných hospodářských strojů do Uher a Haliče. Firma Daňkova rozšířila své závody zřízením nové dílny pro stavbu mostů a lodí. bbox=[1517, 170, 1848, 231]
paragraph: Průvod tento byl velice početný a nad pomyšlení skvělý; čítal 58 spolků s 42 prapory. Obecenstvo zaplnilo ulice i okna domů, a ze všech stran ozývalo se mohutné „Na zdar!“ Jednoty sokolské pochodovaly ve vzorném pořádku a vzbuzovaly všeobecný obdiv. bbox=[401, 329, 748, 405]
paragraph: Nyní vám, abych uvedl, nejprve o své cestě dále. Odjel jsem z Kimberleye dne 12. května a přijel do Kapského města. bbox=[1145, 632, 1492, 677]
masthead-rule bbox=[24, 76, 1852, 80]
security-name: Morav. 5% bbox=[1517, 913, 1567, 925]
security-name: Vyvazovací oblig. bbox=[1517, 885, 1598, 897]
security-name: Americké bankovky bbox=[1686, 1202, 1778, 1214]
table-cell-right bbox=[1686, 1146, 1848, 1160]
table-header-left: (Pen.) (zboží) bbox=[1617, 803, 1679, 814]
paragraph: Uherské 100zl. prémiové losy. (Dokončení.) Dále vyhrávají: 5000 zl. série 5611 číslo 10, 4000 zl. série 1578 č. 62; po 1000 zl. série 2094 č. 49, série 1215 číslo 5, série 4577 č. 27; po 400 zl. série 783 číslo 22, série 973 č. 23, série 1156 číslo 11, série 1241 číslo 35, série 1783 číslo 45, série 2256 č. 8, série 2257 č. 35, série 2465 č. 31, série 2981 číslo 50, série 3640 č. 33. bbox=[1517, 401, 1848, 525]
